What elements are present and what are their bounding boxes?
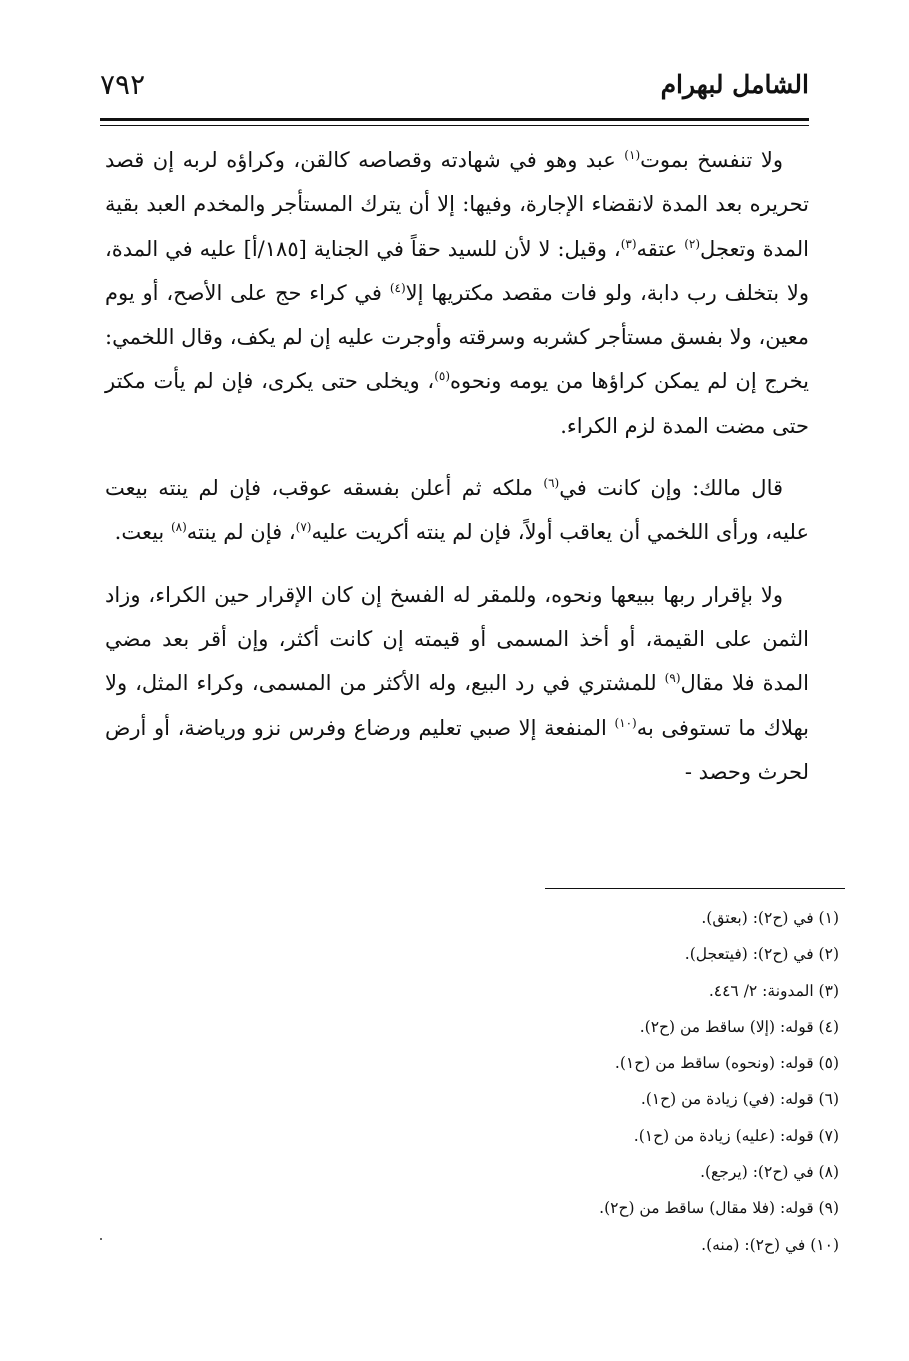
header-rule-thin [100, 125, 809, 126]
running-title: الشامل لبهرام [660, 70, 809, 99]
scan-speck [100, 1238, 102, 1240]
footnote-item: (٧) قوله: (عليه) زيادة من (ح١). [633, 1126, 839, 1145]
paragraph-1 [105, 138, 809, 448]
footnote-ref: (٣) [620, 236, 637, 251]
footnote-ref: (٥) [434, 369, 451, 384]
text-run: ملكه ثم أعلن بفسقه عوقب، فإن لم ينته بيعت عليه، ورأى اللخمي أن يعاقب أولاً، فإن لم ينته أكريت عليه [105, 476, 809, 545]
footnote-ref: (٢) [684, 236, 701, 251]
footnote-ref: (٤) [389, 280, 406, 295]
text-run: عتقه [636, 236, 685, 261]
page-number: ٧٩٢ [100, 68, 146, 101]
text-run: في كراء حج على الأصح، أو يوم معين، ولا بفسق مستأجر كشربه وسرقته وأوجرت عليه إن لم يكف، وقال اللخمي: يخرج إن لم يمكن كراؤها من يومه ونحوه [105, 280, 809, 394]
text-run: ، ويخلى حتى يكرى، فإن لم يأت مكتر حتى مضت المدة لزم الكراء. [105, 369, 809, 438]
header-rule-thick [100, 118, 809, 121]
footnote-item: (٦) قوله: (في) زيادة من (ح١). [640, 1090, 839, 1109]
footnote-item: (٨) في (ح٢): (يرجع). [700, 1163, 839, 1182]
paragraph-3 [105, 573, 809, 794]
footnote-item: (٥) قوله: (ونحوه) ساقط من (ح١). [614, 1054, 839, 1073]
text-run: بيعت. [114, 520, 171, 545]
footnote-item: (١) في (ح٢): (بعتق). [701, 909, 839, 927]
footnote-ref: (٨) [170, 520, 187, 535]
footnote-item: (١٠) في (ح٢): (منه). [701, 1235, 839, 1254]
footnote-ref: (٧) [295, 520, 312, 535]
text-run: قال مالك: وإن كانت في [559, 476, 784, 501]
footnote-ref: (٦) [543, 476, 560, 491]
page-header [100, 60, 809, 110]
text-run: عبد وهو في شهادته وقصاصه كالقن، وكراؤه لربه إن قصد تحريره بعد المدة لانقضاء الإجارة، وفيها: إلا أن يترك المستأجر والمخدم العبد بقية المدة وتعجل [105, 148, 809, 261]
footnote-item: (٣) المدونة: ٢/ ٤٤٦. [708, 981, 839, 1000]
body-text [105, 138, 809, 812]
text-run: للمشتري في رد البيع، وله الأكثر من المسمى، وكراء المثل، ولا بهلاك ما تستوفى به [105, 671, 809, 740]
text-run: المنفعة إلا صبي تعليم ورضاع وفرس نزو ورياضة، أو أرض لحرث وحصد - [105, 715, 809, 784]
footnote-ref: (١٠) [614, 715, 637, 730]
footnote-ref: (٩) [664, 671, 681, 686]
text-run: ولا تنفسخ بموت [640, 148, 783, 172]
footnote-ref: (١) [624, 148, 641, 162]
text-run: ، فإن لم ينته [186, 520, 296, 545]
footnote-separator [545, 888, 845, 889]
footnotes-list [300, 900, 839, 1263]
text-run: ولا بإقرار ربها ببيعها ونحوه، وللمقر له الفسخ إن كان الإقرار حين الكراء، وزاد الثمن على القيمة، أو أخذ المسمى أو قيمته إن كانت أكثر، وإن أقر بعد مضي المدة فلا مقال [105, 582, 809, 696]
footnote-item: (٢) في (ح٢): (فيتعجل). [684, 945, 839, 964]
footnote-item: (٤) قوله: (إلا) ساقط من (ح٢). [639, 1017, 839, 1036]
footnote-item: (٩) قوله: (فلا مقال) ساقط من (ح٢). [599, 1199, 839, 1218]
text-run: ، وقيل: لا لأن للسيد حقاً في الجناية [١٨٥/أ] عليه في المدة، ولا بتخلف رب دابة، ولو فات مقصد مكتريها إلا [105, 236, 809, 305]
paragraph-2 [105, 466, 809, 555]
